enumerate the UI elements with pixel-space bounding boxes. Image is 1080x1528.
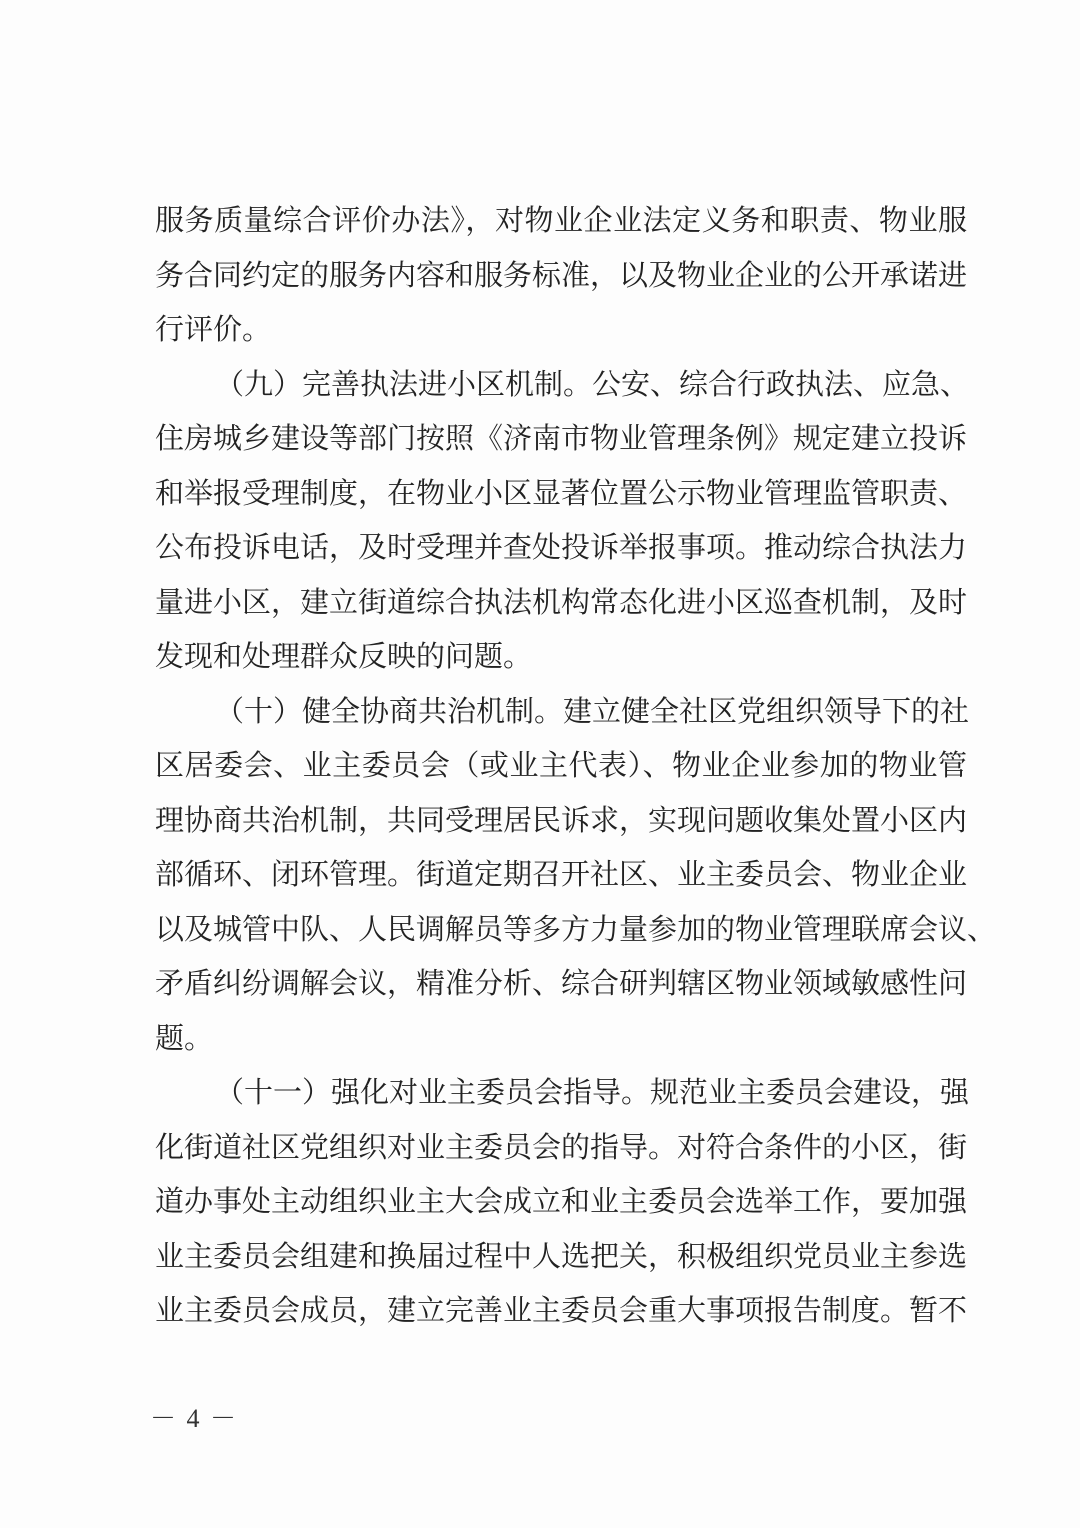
text-line: 化街道社区党组织对业主委员会的指导。对符合条件的小区，街 bbox=[155, 1129, 968, 1164]
page-number: － 4 － bbox=[150, 1404, 239, 1433]
body-text bbox=[155, 193, 997, 1338]
text-line: 部循环、闭环管理。街道定期召开社区、业主委员会、物业企业 bbox=[155, 857, 968, 891]
paragraph-11-heading-line: （十一）强化对业主委员会指导。规范业主委员会建设，强 bbox=[215, 1075, 970, 1109]
text-line: 理协商共治机制，共同受理居民诉求，实现问题收集处置小区内 bbox=[155, 802, 968, 837]
text-line: 住房城乡建设等部门按照《济南市物业管理条例》规定建立投诉 bbox=[155, 421, 968, 455]
text-line: 务合同约定的服务内容和服务标准，以及物业企业的公开承诺进 bbox=[155, 257, 968, 292]
text-line: 行评价。 bbox=[155, 312, 272, 346]
text-line: 区居委会、业主委员会（或业主代表）、物业企业参加的物业管 bbox=[155, 748, 967, 782]
text-line: 业主委员会组建和换届过程中人选把关，积极组织党员业主参选 bbox=[155, 1238, 968, 1273]
text-line: 服务质量综合评价办法》，对物业企业法定义务和职责、物业服 bbox=[155, 203, 967, 237]
text-line: 量进小区，建立街道综合执法机构常态化进小区巡查机制，及时 bbox=[155, 584, 968, 619]
text-line: 题。 bbox=[155, 1020, 214, 1055]
text-line: 和举报受理制度，在物业小区显著位置公示物业管理监管职责、 bbox=[155, 475, 968, 510]
text-line: 业主委员会成员，建立完善业主委员会重大事项报告制度。暂不 bbox=[155, 1293, 968, 1327]
text-line: 公布投诉电话，及时受理并查处投诉举报事项。推动综合执法力 bbox=[155, 530, 968, 564]
text-line: 矛盾纠纷调解会议，精准分析、综合研判辖区物业领域敏感性问 bbox=[155, 966, 968, 1000]
text-line: 发现和处理群众反映的问题。 bbox=[155, 639, 533, 673]
paragraph-10-heading-line: （十）健全协商共治机制。建立健全社区党组织领导下的社 bbox=[215, 693, 970, 728]
text-line: 以及城管中队、人民调解员等多方力量参加的物业管理联席会议、 bbox=[155, 911, 997, 946]
text-line: 道办事处主动组织业主大会成立和业主委员会选举工作，要加强 bbox=[155, 1184, 968, 1218]
paragraph-9-heading-line: （九）完善执法进小区机制。公安、综合行政执法、应急、 bbox=[215, 366, 970, 401]
